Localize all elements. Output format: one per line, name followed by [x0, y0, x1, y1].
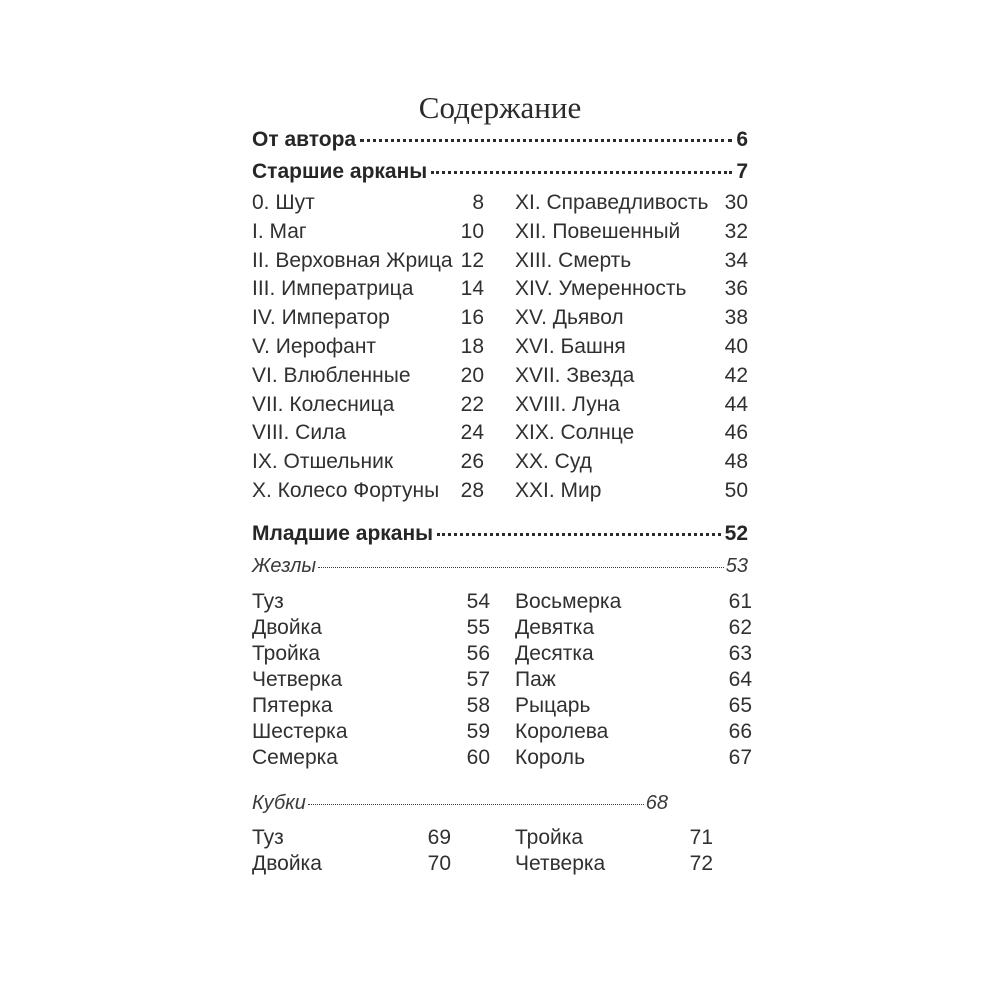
toc-entry-page: 50: [724, 479, 748, 502]
toc-entry-page: 55: [466, 616, 490, 639]
toc-entry-label[interactable]: II. Верховная Жрица: [252, 248, 453, 272]
toc-subsection-cups[interactable]: [252, 792, 668, 818]
toc-entry-page: 66: [728, 720, 752, 743]
toc-entry-page: 72: [689, 852, 713, 875]
toc-entry-label[interactable]: XVI. Башня: [515, 335, 626, 358]
toc-entry-page: 16: [460, 306, 484, 330]
toc-entry-page: 30: [724, 191, 748, 214]
toc-entry-label[interactable]: Туз: [252, 590, 284, 613]
toc-entry-label[interactable]: IX. Отшельник: [252, 450, 394, 474]
leader-dots: [318, 567, 724, 568]
section-label: Старшие арканы: [252, 160, 428, 183]
leader-dots: [308, 804, 644, 805]
toc-entry-page: 40: [724, 335, 748, 358]
toc-section-author[interactable]: [252, 128, 748, 158]
toc-entry-label[interactable]: XV. Дьявол: [515, 306, 624, 330]
toc-entry-page: 48: [724, 450, 748, 474]
leader-dots: [437, 533, 721, 536]
toc-entry-label[interactable]: XX. Суд: [515, 450, 592, 474]
toc-entry-page: 54: [466, 590, 490, 613]
toc-entry-label[interactable]: Рыцарь: [515, 694, 591, 717]
toc-entry-label[interactable]: I. Маг: [252, 219, 307, 243]
toc-entry-label[interactable]: VI. Влюбленные: [252, 363, 411, 387]
toc-entry-page: 46: [724, 421, 748, 445]
toc-entry-page: 70: [427, 852, 451, 875]
toc-entry-page: 22: [460, 392, 484, 416]
toc-section-major-arcana[interactable]: [252, 160, 748, 190]
toc-entry-label[interactable]: X. Колесо Фортуны: [252, 479, 440, 502]
toc-entry-label[interactable]: XXI. Мир: [515, 479, 602, 502]
page-title: Содержание: [418, 90, 582, 125]
toc-entry-label[interactable]: V. Иерофант: [252, 335, 377, 358]
toc-entry-label[interactable]: Двойка: [252, 616, 322, 639]
toc-entry-page: 71: [689, 826, 713, 849]
toc-entry-page: 10: [460, 219, 484, 243]
toc-entry-label[interactable]: Туз: [252, 826, 284, 849]
toc-entry-page: 24: [460, 421, 484, 445]
toc-entry-label[interactable]: Паж: [515, 668, 556, 691]
toc-entry-label[interactable]: IV. Император: [252, 306, 390, 330]
toc-entry-label[interactable]: XII. Повешенный: [515, 219, 681, 243]
toc-entry-label[interactable]: XVII. Звезда: [515, 363, 635, 387]
toc-entry-page: 42: [724, 363, 748, 387]
toc-entry-page: 62: [728, 616, 752, 639]
section-label: От автора: [252, 128, 357, 151]
subsection-page: 68: [645, 792, 668, 814]
toc-entry-page: 63: [728, 642, 752, 665]
toc-entry-page: 26: [460, 450, 484, 474]
leader-dots: [431, 171, 732, 174]
toc-entry-label[interactable]: Шестерка: [252, 720, 348, 743]
toc-entry-label[interactable]: III. Императрица: [252, 277, 414, 301]
toc-entry-page: 69: [427, 826, 451, 849]
toc-entry-label[interactable]: Королева: [515, 720, 609, 743]
toc-entry-page: 60: [466, 746, 490, 769]
toc-entry-page: 67: [728, 746, 752, 769]
toc-entry-page: 28: [460, 479, 484, 502]
section-label: Младшие арканы: [252, 522, 434, 545]
toc-entry-page: 38: [724, 306, 748, 330]
toc-entry-label[interactable]: Двойка: [252, 852, 322, 875]
toc-entry-page: 59: [466, 720, 490, 743]
toc-entry-label[interactable]: Девятка: [515, 616, 595, 639]
toc-entry-label[interactable]: Четверка: [515, 852, 606, 875]
section-page: 7: [736, 160, 748, 183]
toc-entry-label[interactable]: XIII. Смерть: [515, 248, 632, 272]
toc-entry-label[interactable]: Пятерка: [252, 694, 333, 717]
toc-entry-label[interactable]: Тройка: [515, 826, 584, 849]
toc-entry-label[interactable]: Король: [515, 746, 586, 769]
toc-entry-page: 14: [460, 277, 484, 301]
toc-entry-page: 20: [460, 363, 484, 387]
toc-section-minor-arcana[interactable]: [252, 522, 748, 552]
toc-entry-label[interactable]: 0. Шут: [252, 191, 315, 214]
toc-entry-label[interactable]: XIX. Солнце: [515, 421, 635, 445]
toc-entry-label[interactable]: Семерка: [252, 746, 338, 769]
toc-entry-page: 64: [728, 668, 752, 691]
toc-entry-page: 36: [724, 277, 748, 301]
toc-entry-label[interactable]: VIII. Сила: [252, 421, 347, 445]
toc-entry-page: 32: [724, 219, 748, 243]
toc-entry-label[interactable]: Тройка: [252, 642, 321, 665]
toc-entry-label[interactable]: XIV. Умеренность: [515, 277, 687, 301]
subsection-label: Кубки: [252, 792, 306, 814]
subsection-page: 53: [725, 555, 748, 577]
toc-entry-page: 65: [728, 694, 752, 717]
subsection-label: Жезлы: [252, 555, 317, 577]
toc-subsection-wands[interactable]: [252, 555, 748, 581]
toc-entry-label[interactable]: Восьмерка: [515, 590, 622, 613]
toc-entry-page: 61: [728, 590, 752, 613]
toc-entry-label[interactable]: VII. Колесница: [252, 392, 395, 416]
toc-entry-page: 44: [724, 392, 748, 416]
toc-entry-page: 12: [460, 248, 484, 272]
toc-entry-page: 58: [466, 694, 490, 717]
section-page: 6: [736, 128, 748, 151]
toc-entry-label[interactable]: XVIII. Луна: [515, 392, 620, 416]
toc-entry-label[interactable]: Десятка: [515, 642, 594, 665]
section-page: 52: [724, 522, 748, 545]
toc-entry-page: 18: [460, 335, 484, 358]
toc-entry-page: 34: [724, 248, 748, 272]
toc-entry-label[interactable]: Четверка: [252, 668, 343, 691]
toc-entry-page: 57: [466, 668, 490, 691]
toc-entry-page: 56: [466, 642, 490, 665]
toc-entry-label[interactable]: XI. Справедливость: [515, 191, 709, 214]
toc-entry-page: 8: [472, 191, 484, 214]
leader-dots: [360, 139, 732, 142]
